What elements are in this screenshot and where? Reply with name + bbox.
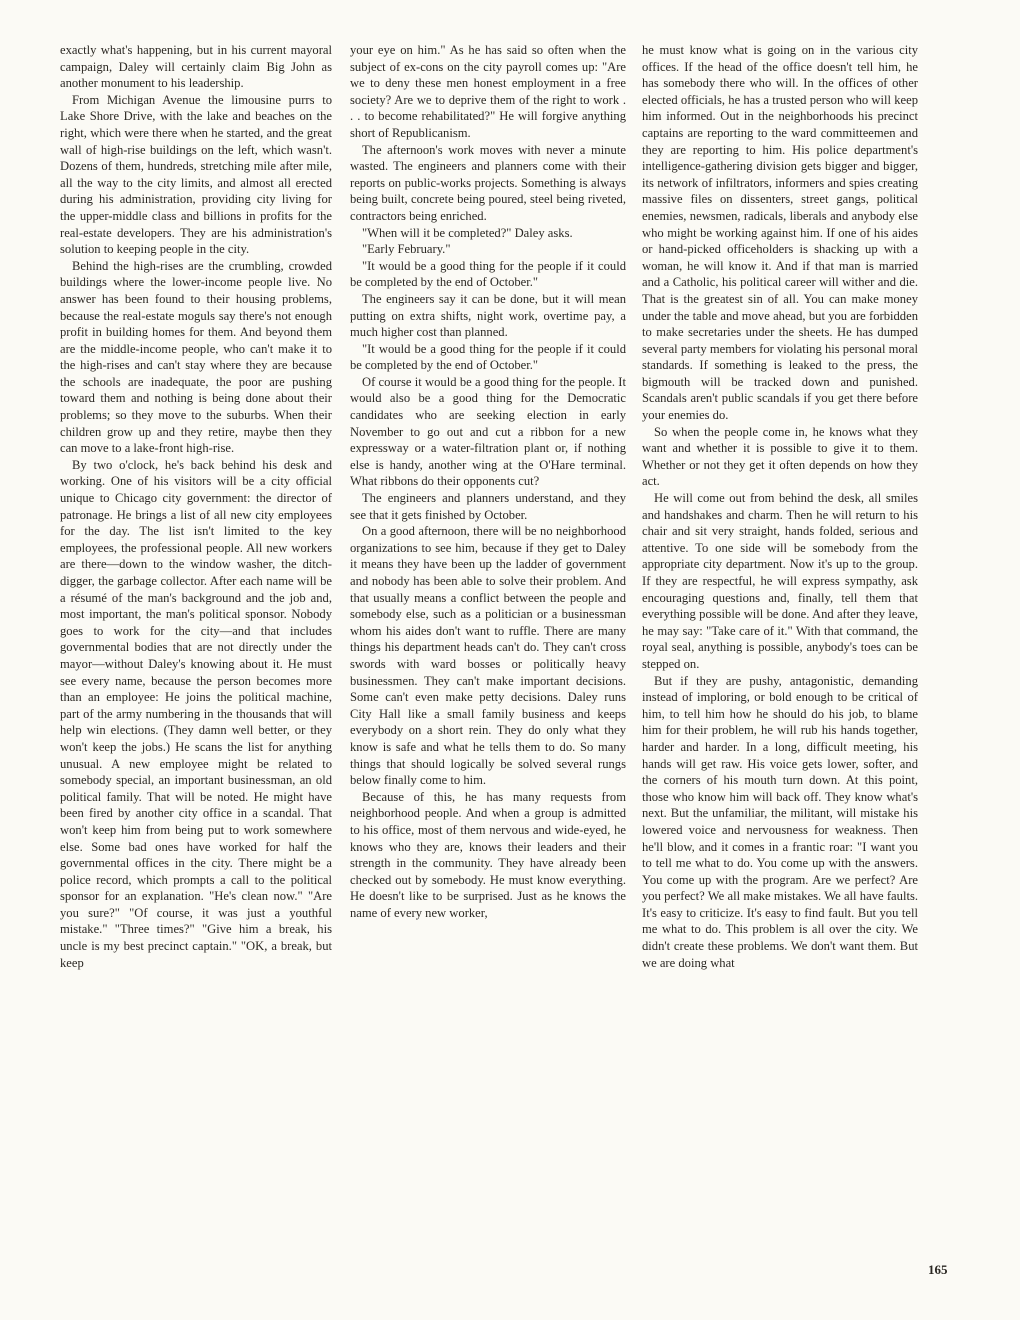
page-number: 165 bbox=[928, 1262, 948, 1277]
paragraph: By two o'clock, he's back behind his desk and working. One of his visitors will be a city official unique to Chicago city government: the director of patronage. He brings a list of all new city employees for the day. The list isn't limited to the key employees, the professional people. All new workers are there—down to the window washer, the ditch-digger, the garbage collector. After each name will be a résumé of the man's background and the job and, most important, the man's political sponsor. Nobody goes to work for the city—and that includes governmental bodies that are not directly under the mayor—without Daley's knowing about it. He must see every name, because the person becomes more than an employee: He joins the political machine, part of the army numbering in the thousands that will help win elections. (They damn well better, or they won't keep the jobs.) He scans the list for anything unusual. A new employee might be related to somebody special, an important businessman, an old political family. That will be noted. He might have been fired by another city office in a scandal. That won't keep him from being put to work somewhere else. Some bad ones have worked for half the governmental offices in the city. There might be a police record, which prompts a call to the political sponsor for an explanation. "He's clean now." "Are you sure?" "Of course, it was just a youthful mistake." "Three times?" "Give him a break, his uncle is my best precinct captain." "OK, a break, but keep bbox=[60, 457, 332, 970]
text-column-3 bbox=[642, 42, 918, 1282]
paragraph: He will come out from behind the desk, all smiles and handshakes and charm. Then he will return to his chair and sit very straight, hands folded, serious and attentive. To one side will be somebody from the appropriate city department. Now it's up to the group. If they are respectful, he will express sympathy, ask encouraging questions and, finally, tell them that everything possible will be done. And after they leave, he may say: "Take care of it." With that command, the royal seal, anything is possible, anybody's toes can be stepped on. bbox=[642, 491, 918, 671]
paragraph: The engineers and planners understand, and they see that it gets finished by October. bbox=[350, 491, 626, 522]
paragraph: So when the people come in, he knows what they want and whether it is possible to give it to them. Whether or not they get it often depends on how they act. bbox=[642, 424, 918, 489]
text-column-2 bbox=[350, 42, 626, 1282]
paragraph: "It would be a good thing for the people if it could be completed by the end of October." bbox=[350, 258, 626, 290]
paragraph: But if they are pushy, antagonistic, demanding instead of imploring, or bold enough to be critical of him, to tell him how he should do his job, to blame him for their problem, he will rub his hands together, harder and harder. In a long, difficult meeting, his hands will get raw. His voice gets lower, softer, and the corners of his mouth turn down. At this point, those who know him will back off. They know what's next. But the unfamiliar, the militant, will mistake his lowered voice and nervousness for weakness. Then he'll blow, and it comes in a frantic roar: "I want you to tell me what to do. You come up with the answers. You come up with the program. Are we perfect? Are you perfect? We all make mistakes. We all have faults. It's easy to criticize. It's easy to find fault. But you tell me what to do. This problem is all over the city. We didn't create these problems. We don't want them. But we are doing what bbox=[642, 673, 918, 970]
paragraph: "It would be a good thing for the people if it could be completed by the end of October." bbox=[350, 341, 626, 373]
paragraph: On a good afternoon, there will be no neighborhood organizations to see him, because if they get to Daley it means they have been up the ladder of government and nobody has been able to solve their problem. And that usually means a conflict between the people and somebody else, such as a politician or a businessman whom his aides don't want to ruffle. There are many things his department heads can't do. They can't cross swords with ward bosses or politically heavy businessmen. They can't make important decisions. Some can't even make petty decisions. Daley runs City Hall like a small family business and keeps everybody on a short rein. They do only what they know is safe and what he tells them to do. So many things that should logically be solved several rungs below finally come to him. bbox=[350, 524, 626, 788]
paragraph: exactly what's happening, but in his current mayoral campaign, Daley will certainly claim Big John as another monument to his leadership. bbox=[60, 43, 332, 91]
paragraph: The afternoon's work moves with never a minute wasted. The engineers and planners come with their reports on public-works projects. Something is always being built, concrete being poured, steel being riveted, contractors being enriched. bbox=[350, 142, 626, 223]
paragraph: From Michigan Avenue the limousine purrs to Lake Shore Drive, with the lake and beaches on the right, which were there when he started, and the great wall of high-rise buildings on the left, which wasn't. Dozens of them, hundreds, stretching mile after mile, all the way to the city limits, and almost all erected during his administration, providing city living for the upper-middle class and billions in profits for the real-estate developers. They are his administration's solution to keeping people in the city. bbox=[60, 92, 332, 257]
text-column-1 bbox=[60, 42, 332, 1282]
paragraph: Because of this, he has many requests from neighborhood people. And when a group is admitted to his office, most of them nervous and wide-eyed, he knows who they are, knows their leaders and their strength in the community. They have already been checked out by somebody. He must know everything. He doesn't like to be surprised. Just as he knows the name of every new worker, bbox=[350, 789, 626, 920]
paragraph: Behind the high-rises are the crumbling, crowded buildings where the lower-income people live. No answer has been found to their housing problems, because the real-estate moguls say there's not enough profit in building homes for them. And beyond them are the middle-income people, who can't make it to the high-rises and can't stay where they are because the schools are inadequate, the poor are pushing toward them and nothing is being done about their problems; so they move to the suburbs. When their children grow up and they retire, maybe then they can move to a lake-front high-rise. bbox=[60, 258, 332, 456]
paragraph: "When will it be completed?" Daley asks. bbox=[361, 225, 573, 240]
paragraph: he must know what is going on in the various city offices. If the head of the office doesn't tell him, he has somebody there who will. In the offices of other elected officials, he has a trusted person who will keep him informed. Out in the neighborhoods his precinct captains are reporting to the ward committeemen and they are reporting to him. His police department's intelligence-gathering division gets bigger and bigger, its network of infiltrators, informers and spies creating massive files on dissenters, street gangs, political enemies, newsmen, radicals, liberals and anybody else who might be working against him. If one of his aides or hand-picked officeholders is shacking up with a woman, he will know it. And if that man is married and a Catholic, his political career will wither and die. That is the greatest sin of all. You can make money under the table and move ahead, but you are forbidden to make secretaries under the sheets. He has dumped several party members for violating his personal moral standards. If something is leaked to the press, the bigmouth will be tracked down and punished. Scandals aren't public scandals if you get there before your enemies do. bbox=[642, 43, 918, 423]
paragraph: The engineers say it can be done, but it will mean putting on extra shifts, night work, overtime pay, a much higher cost than planned. bbox=[350, 291, 626, 340]
paragraph: Of course it would be a good thing for the people. It would also be a good thing for the Democratic candidates who are seeking election in early November to go out and cut a ribbon for a new expressway or a water-filtration plant or, if nothing else is handy, another wing at the O'Hare terminal. What ribbons do their opponents cut? bbox=[350, 374, 626, 489]
paragraph: "Early February." bbox=[361, 242, 451, 257]
paragraph: your eye on him." As he has said so often when the subject of ex-cons on the city payroll comes up: "Are we to deny these men honest employment in a free society? Are we to deprive them of the right to work . . . to become rehabilitated?" He will forgive anything short of Republicanism. bbox=[350, 43, 626, 140]
